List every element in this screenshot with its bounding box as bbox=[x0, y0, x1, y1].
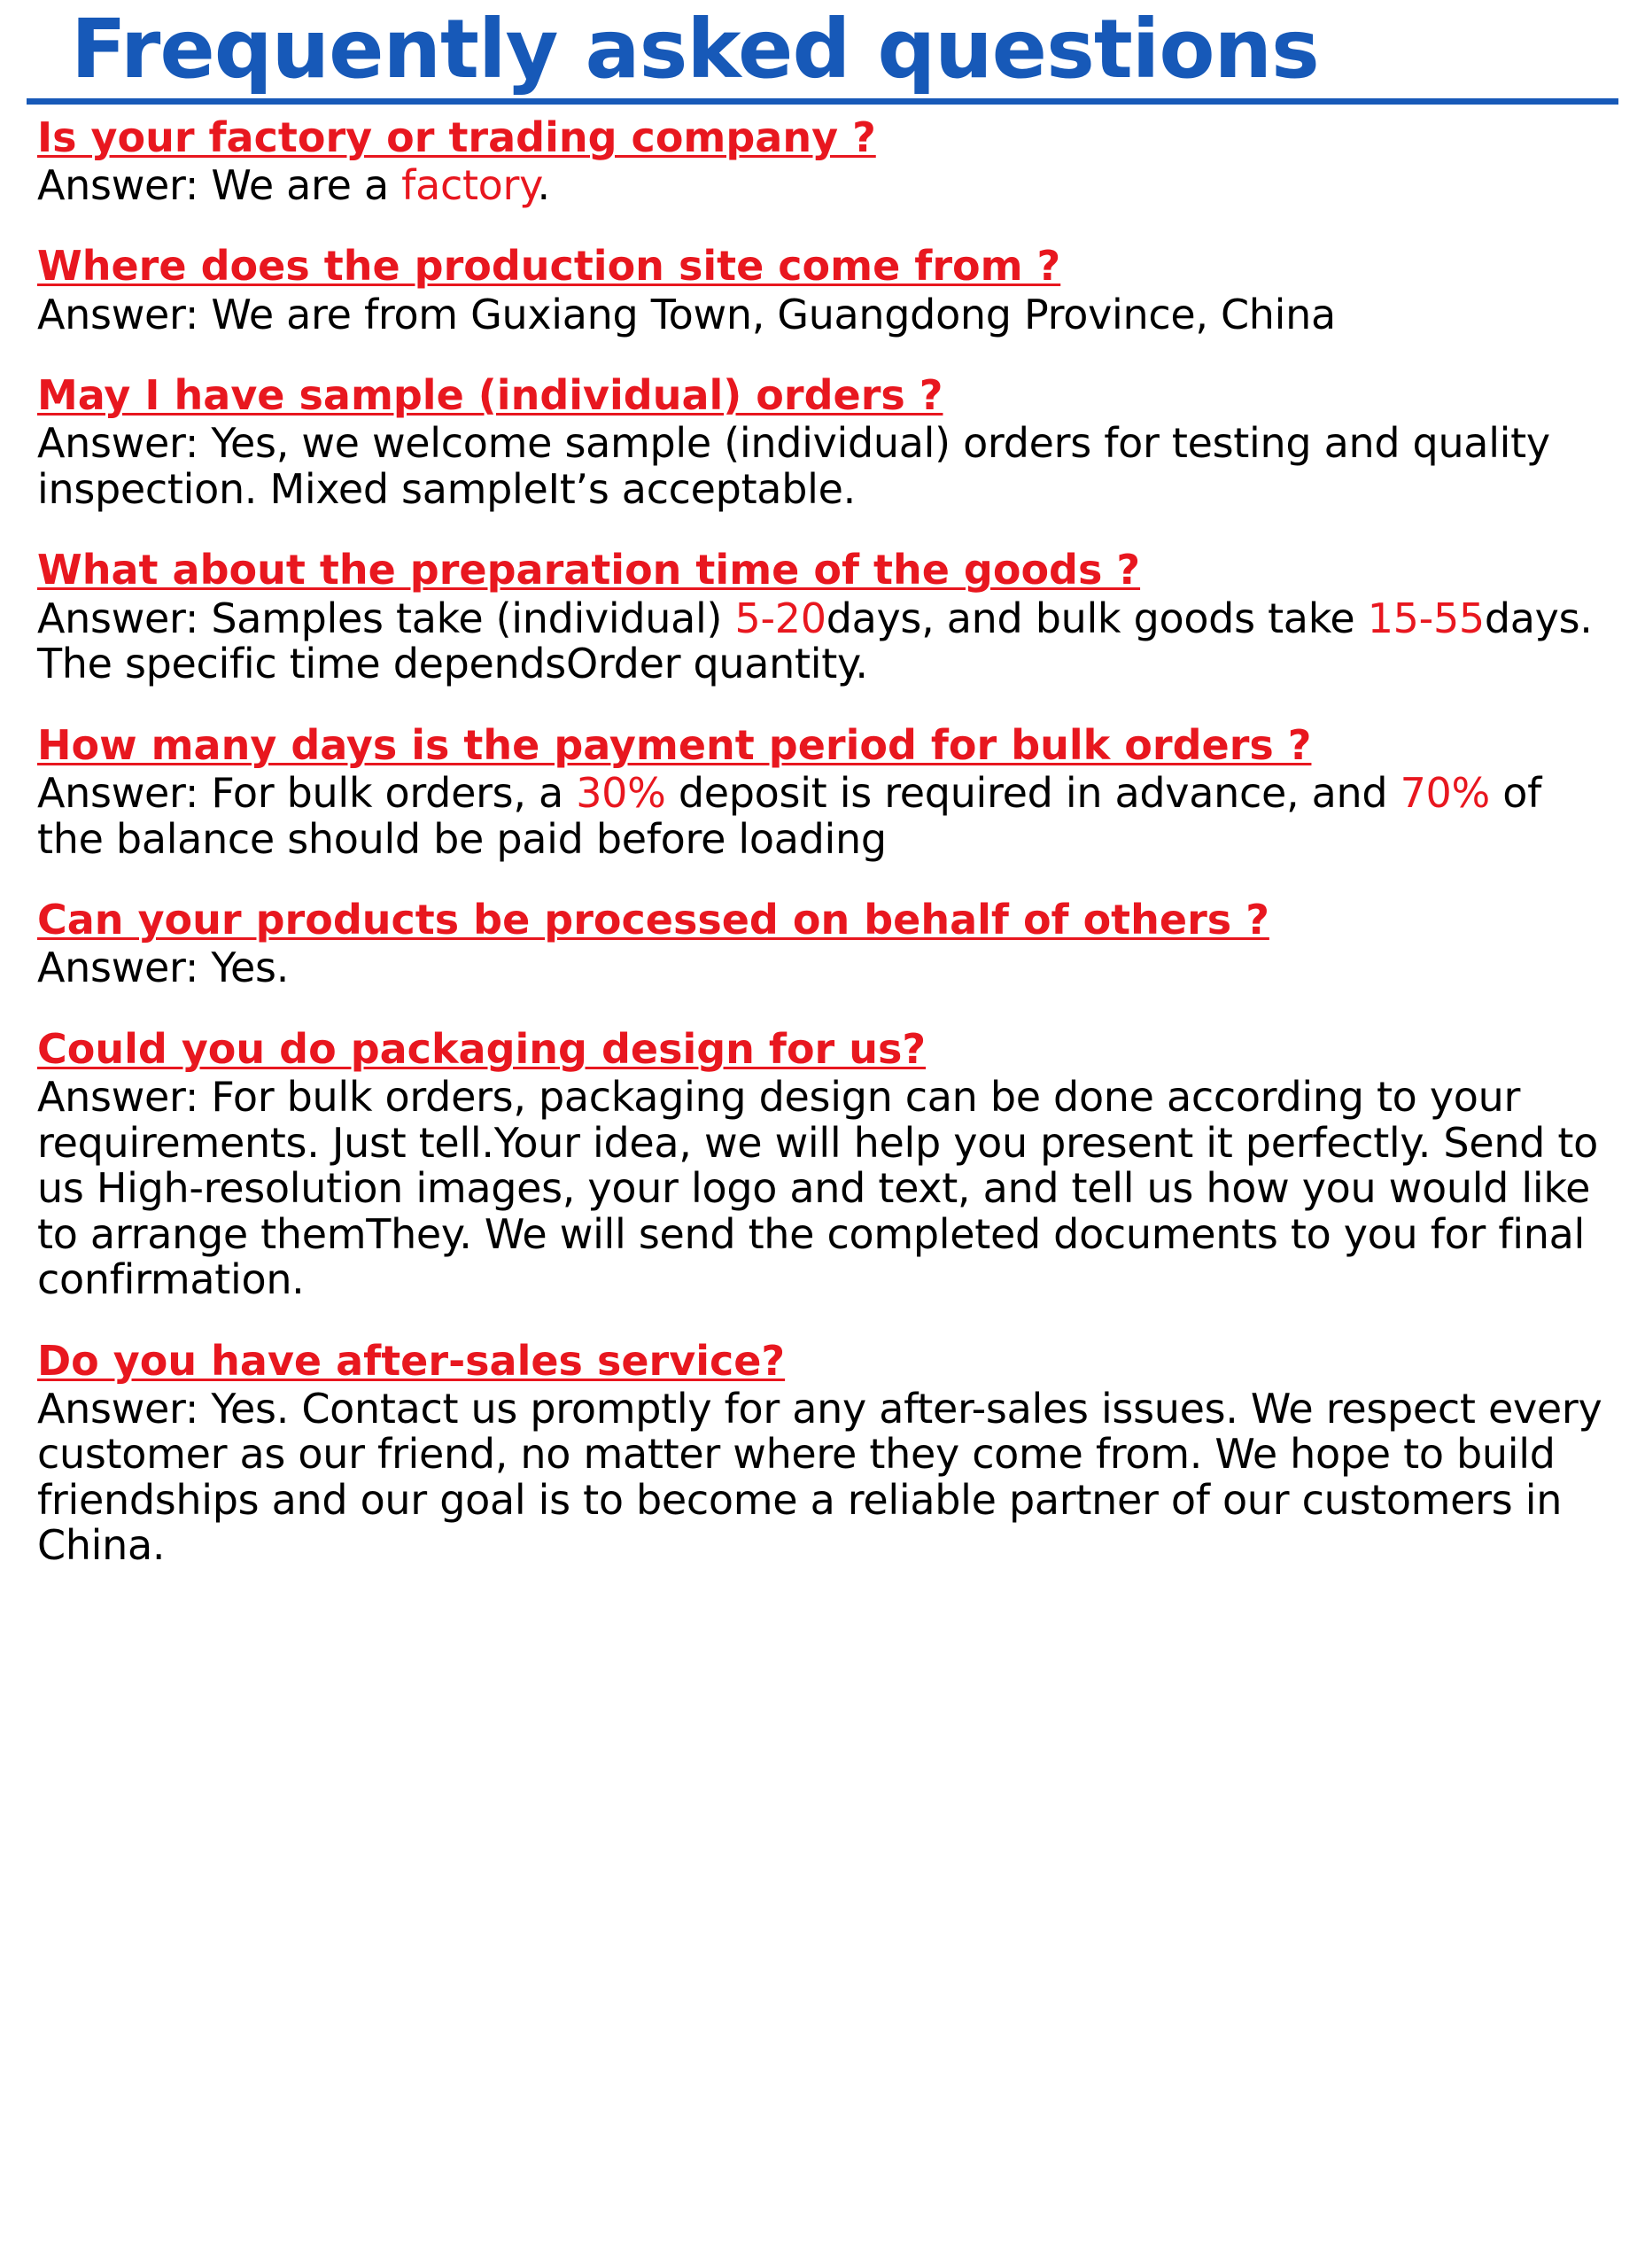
faq-question: How many days is the payment period for bulk orders ? bbox=[37, 720, 1312, 769]
answer-text: of the balance should be paid before loading bbox=[37, 769, 1541, 863]
answer-highlight: factory bbox=[401, 160, 538, 209]
faq-question: Could you do packaging design for us? bbox=[37, 1024, 927, 1073]
answer-text: Answer: Yes. bbox=[37, 944, 290, 992]
faq-answer bbox=[37, 160, 1618, 209]
faq-answer bbox=[37, 1386, 1618, 1569]
faq-answer bbox=[37, 596, 1618, 687]
faq-list bbox=[27, 113, 1618, 1569]
faq-question: Where does the production site come from ? bbox=[37, 242, 1061, 291]
faq-item bbox=[37, 896, 1618, 991]
answer-highlight: 70% bbox=[1400, 769, 1490, 818]
answer-text: deposit is required in advance, and bbox=[665, 769, 1401, 818]
faq-question: Can your products be processed on behalf of others ? bbox=[37, 896, 1269, 944]
faq-question: What about the preparation time of the goods ? bbox=[37, 546, 1141, 594]
faq-item bbox=[37, 1337, 1618, 1569]
answer-highlight: 30% bbox=[576, 769, 666, 818]
faq-answer bbox=[37, 292, 1618, 338]
answer-text: . bbox=[537, 160, 550, 209]
answer-text: Answer: Yes. Contact us promptly for any after-sales issues. We respect every customer as our friend, no matter where they come from. We hope to build friendships and our goal is to become a reliable partner of our customers in China. bbox=[37, 1384, 1602, 1570]
answer-highlight: 15-55 bbox=[1367, 594, 1485, 642]
faq-question: Is your factory or trading company ? bbox=[37, 113, 876, 161]
answer-text: Answer: For bulk orders, a bbox=[37, 769, 577, 818]
faq-item bbox=[37, 1025, 1618, 1303]
faq-answer bbox=[37, 421, 1618, 512]
faq-item bbox=[37, 371, 1618, 512]
faq-item bbox=[37, 546, 1618, 687]
answer-text: Answer: Yes, we welcome sample (individual) orders for testing and quality inspection. Mixed sampleIt’s acceptable. bbox=[37, 419, 1550, 513]
title-divider bbox=[27, 98, 1618, 105]
faq-question: May I have sample (individual) orders ? bbox=[37, 371, 943, 420]
answer-text: Answer: For bulk orders, packaging design can be done according to your requirements. Just tell.Your idea, we will help you present it perfectly. Send to us High-resolution images, your logo and text, and tell us how you would like to arrange themThey. We will send the completed documents to you for final confirmation. bbox=[37, 1073, 1598, 1304]
faq-item bbox=[37, 113, 1618, 209]
answer-text: Answer: Samples take (individual) bbox=[37, 594, 735, 642]
answer-text: Answer: We are from Guxiang Town, Guangdong Province, China bbox=[37, 290, 1336, 338]
answer-highlight: 5-20 bbox=[734, 594, 826, 642]
answer-text: days, and bulk goods take bbox=[826, 594, 1368, 642]
page-title: Frequently asked questions bbox=[71, 2, 1319, 97]
answer-text: Answer: We are a bbox=[37, 160, 402, 209]
faq-item bbox=[37, 242, 1618, 338]
faq-answer bbox=[37, 1075, 1618, 1303]
faq-answer bbox=[37, 771, 1618, 862]
faq-question: Do you have after-sales service? bbox=[37, 1336, 786, 1385]
faq-item bbox=[37, 721, 1618, 862]
faq-answer bbox=[37, 945, 1618, 991]
answer-text: days. The specific time dependsOrder quantity. bbox=[37, 594, 1593, 688]
